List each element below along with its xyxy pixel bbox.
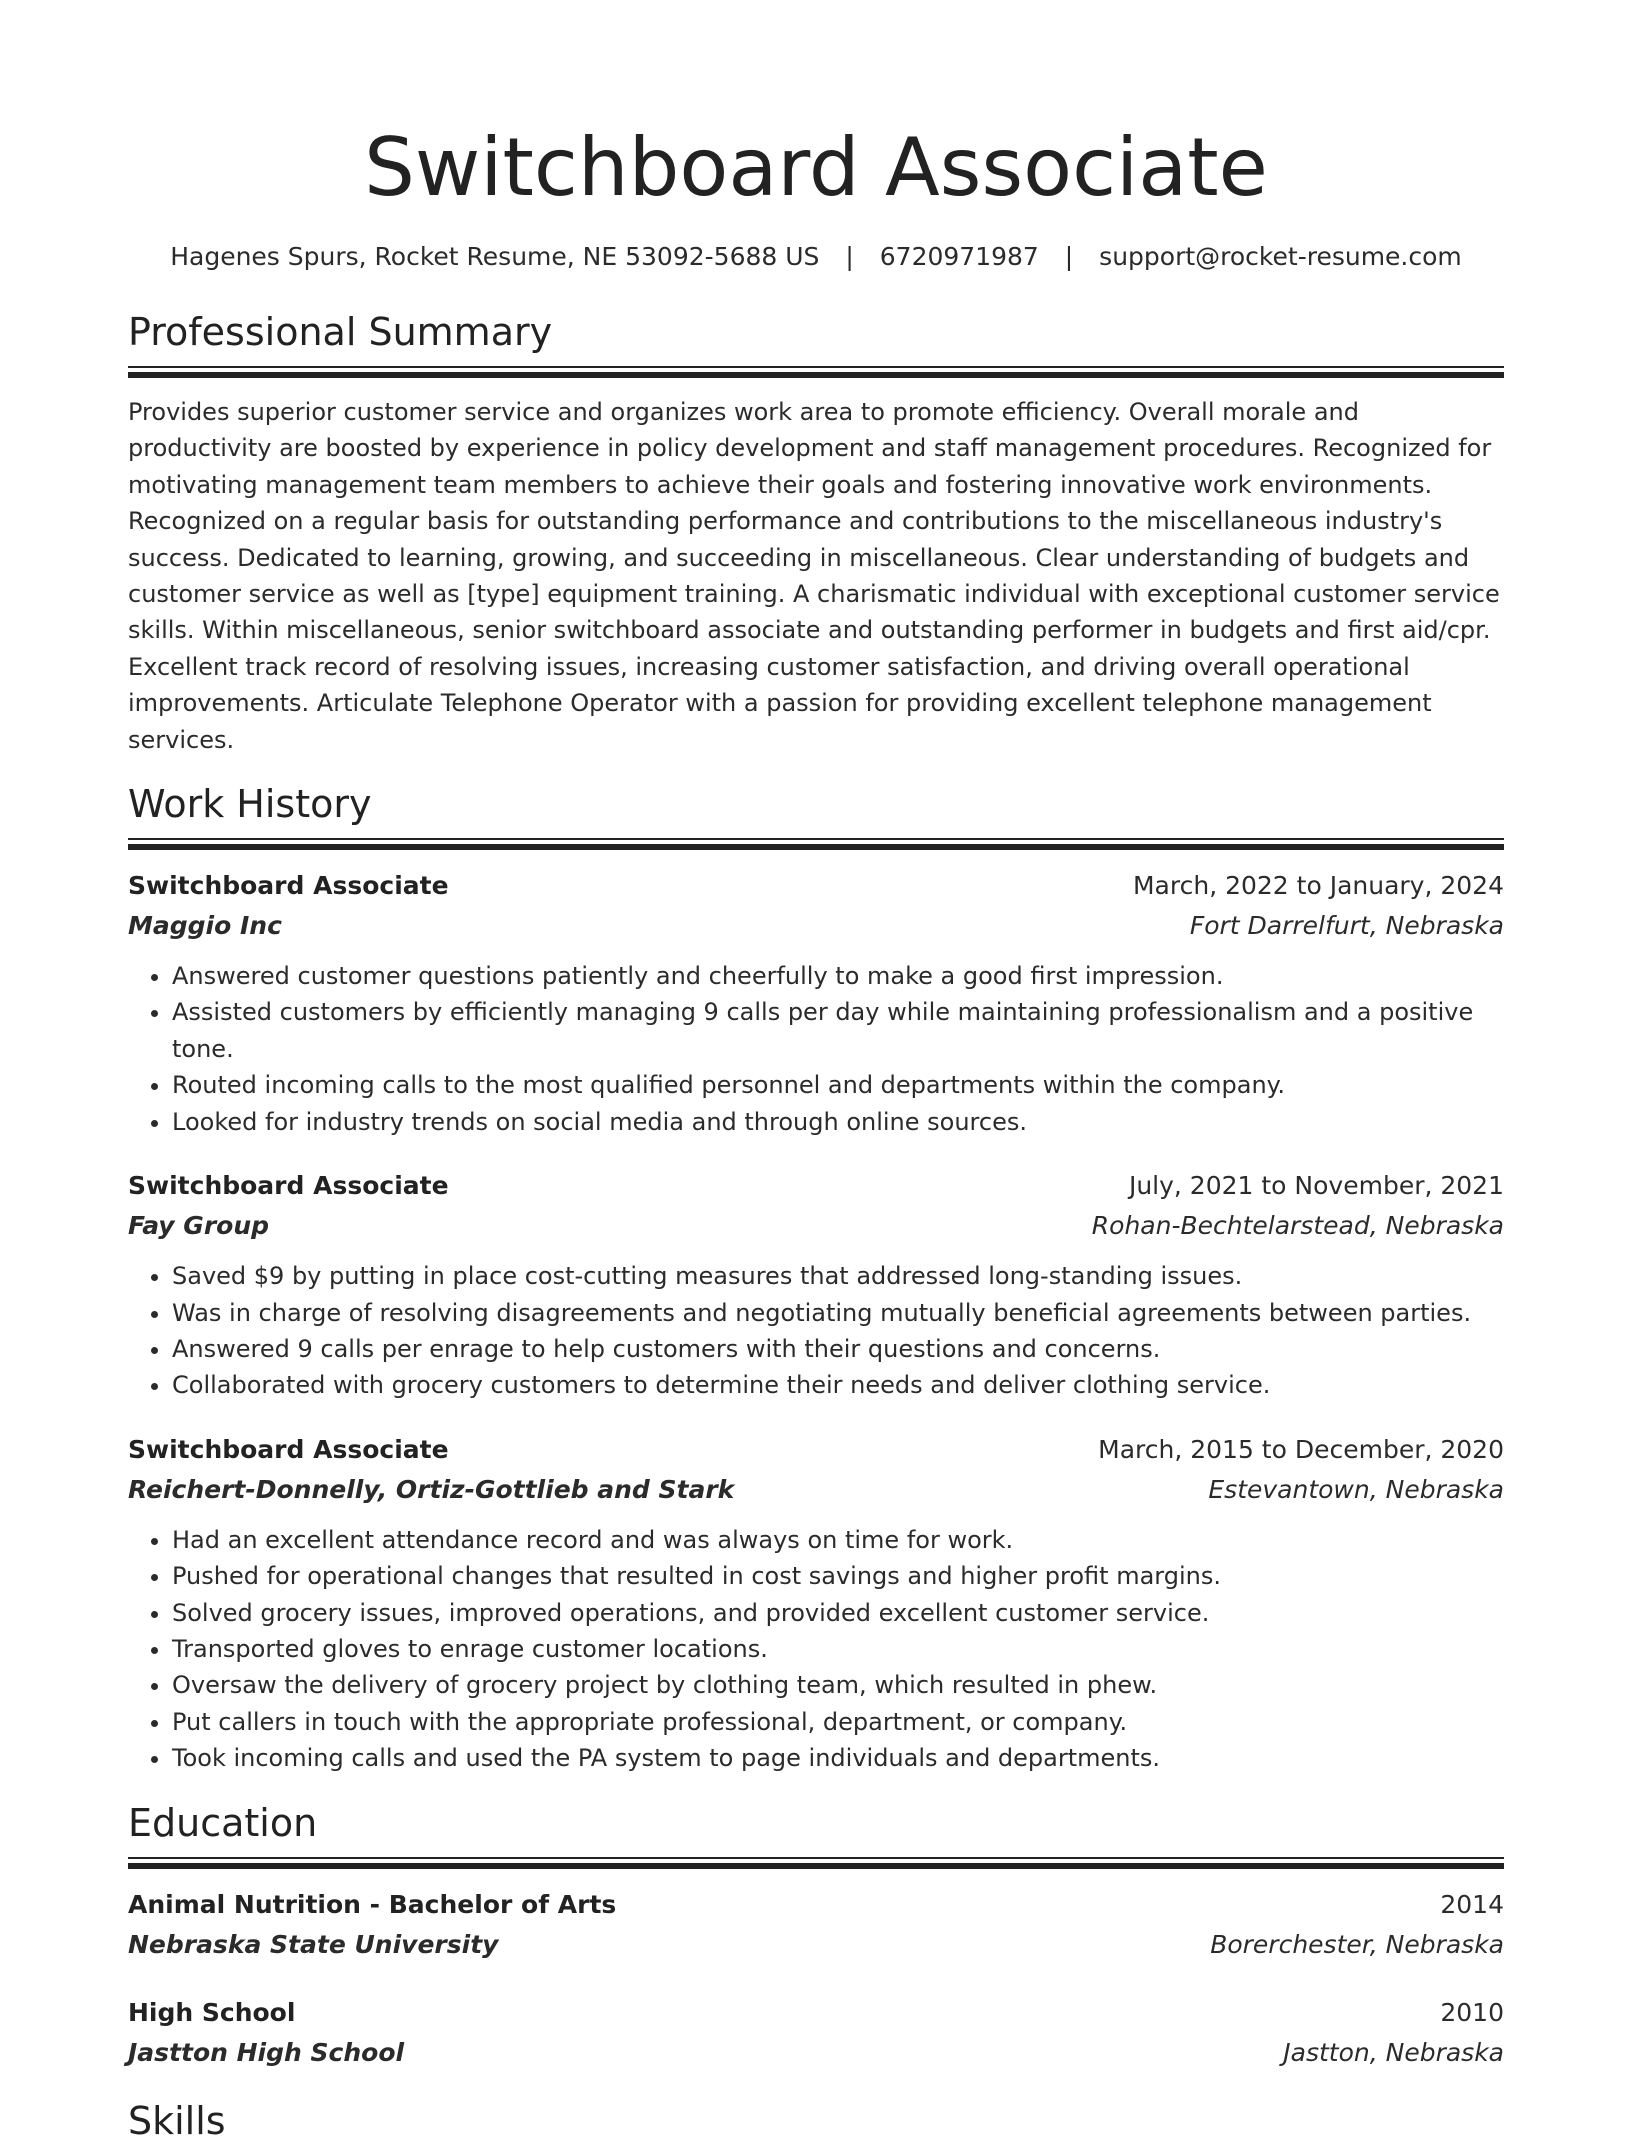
work-history-section — [128, 780, 1504, 1777]
job-entry — [128, 1430, 1504, 1777]
education-entry — [128, 1885, 1504, 1965]
job-dates: March, 2015 to December, 2020 — [1098, 1434, 1504, 1464]
job-entry — [128, 1166, 1504, 1404]
education-location: Borerchester, Nebraska — [1210, 1929, 1504, 1959]
job-bullet: • Oversaw the delivery of grocery project by clothing team, which resulted in phew. — [172, 1667, 1504, 1703]
job-location: Rohan-Bechtelarstead, Nebraska — [1091, 1211, 1504, 1241]
summary-section — [128, 308, 1504, 758]
contact-separator: | — [845, 242, 854, 271]
education-school: Nebraska State University — [128, 1929, 499, 1959]
section-divider — [128, 838, 1504, 850]
contact-separator: | — [1064, 242, 1074, 271]
education-degree: Animal Nutrition - Bachelor of Arts — [128, 1889, 617, 1919]
job-bullet: • Took incoming calls and used the PA system to page individuals and departments. — [172, 1740, 1504, 1776]
section-divider — [128, 366, 1504, 378]
job-bullet: • Put callers in touch with the appropriate professional, department, or company. — [172, 1704, 1504, 1740]
education-year: 2010 — [1440, 1997, 1504, 2027]
job-title: Switchboard Associate — [128, 1434, 449, 1464]
contact-line — [128, 240, 1504, 274]
job-bullet: • Routed incoming calls to the most qualified personnel and departments within the company. — [172, 1067, 1504, 1103]
job-bullet: • Collaborated with grocery customers to determine their needs and deliver clothing service. — [172, 1367, 1504, 1403]
education-location: Jastton, Nebraska — [1283, 2037, 1504, 2067]
section-title-summary: Professional Summary — [128, 310, 553, 354]
section-title-work-history: Work History — [128, 782, 372, 827]
job-dates: March, 2022 to January, 2024 — [1132, 871, 1504, 901]
education-degree: High School — [128, 1997, 296, 2027]
section-title-skills: Skills — [128, 2098, 226, 2143]
skills-section — [128, 2097, 1504, 2145]
job-location: Fort Darrelfurt, Nebraska — [1189, 911, 1504, 941]
job-bullets — [128, 1522, 1504, 1777]
job-title: Switchboard Associate — [128, 871, 449, 901]
job-bullet: • Answered 9 calls per enrage to help customers with their questions and concerns. — [172, 1331, 1504, 1367]
job-company: Maggio Inc — [128, 911, 282, 941]
job-bullet: • Answered customer questions patiently and cheerfully to make a good first impression. — [172, 958, 1504, 994]
job-bullet: • Assisted customers by efficiently managing 9 calls per day while maintaining professionalism and a positive tone. — [172, 994, 1504, 1067]
job-bullet: • Looked for industry trends on social media and through online sources. — [172, 1104, 1504, 1140]
job-location: Estevantown, Nebraska — [1208, 1474, 1504, 1504]
education-year: 2014 — [1440, 1889, 1504, 1919]
job-bullet: • Solved grocery issues, improved operations, and provided excellent customer service. — [172, 1595, 1504, 1631]
job-bullet: • Saved $9 by putting in place cost-cutting measures that addressed long-standing issues. — [172, 1258, 1504, 1294]
job-company: Reichert-Donnelly, Ortiz-Gottlieb and Stark — [128, 1474, 735, 1504]
job-company: Fay Group — [128, 1211, 270, 1241]
job-entry — [128, 866, 1504, 1140]
education-entry — [128, 1993, 1504, 2073]
job-title: Switchboard Associate — [128, 1171, 449, 1201]
job-bullets — [128, 1258, 1504, 1404]
job-bullets — [128, 958, 1504, 1140]
summary-text: Provides superior customer service and organizes work area to promote efficiency. Overall morale and productivity are boosted by experience in policy development and staff management procedures. Recognized for motivating management team members to achieve their goals and fostering innovative work environments. Recognized on a regular basis for outstanding performance and contributions to the miscellaneous industry's success. Dedicated to learning, growing, and succeeding in miscellaneous. Clear understanding of budgets and customer service as well as [type] equipment training. A charismatic individual with exceptional customer service skills. Within miscellaneous, senior switchboard associate and outstanding performer in budgets and first aid/cpr. Excellent track record of resolving issues, increasing customer satisfaction, and driving overall operational improvements. Articulate Telephone Operator with a passion for providing excellent telephone management services. — [128, 398, 1500, 754]
education-section — [128, 1799, 1504, 2073]
job-bullet: • Was in charge of resolving disagreements and negotiating mutually beneficial agreements between parties. — [172, 1295, 1504, 1331]
job-bullet: • Pushed for operational changes that resulted in cost savings and higher profit margins. — [172, 1558, 1504, 1594]
job-dates: July, 2021 to November, 2021 — [1128, 1171, 1504, 1201]
contact-phone: 6720971987 — [879, 242, 1039, 271]
contact-address: Hagenes Spurs, Rocket Resume, NE 53092-5688 US — [170, 242, 820, 271]
contact-email: support@rocket-resume.com — [1099, 242, 1462, 271]
section-title-education: Education — [128, 1800, 318, 1845]
section-divider — [128, 1857, 1504, 1869]
education-school: Jastton High School — [128, 2037, 405, 2067]
resume-name: Switchboard Associate — [364, 121, 1268, 214]
job-bullet: • Transported gloves to enrage customer locations. — [172, 1631, 1504, 1667]
job-bullet: • Had an excellent attendance record and was always on time for work. — [172, 1522, 1504, 1558]
